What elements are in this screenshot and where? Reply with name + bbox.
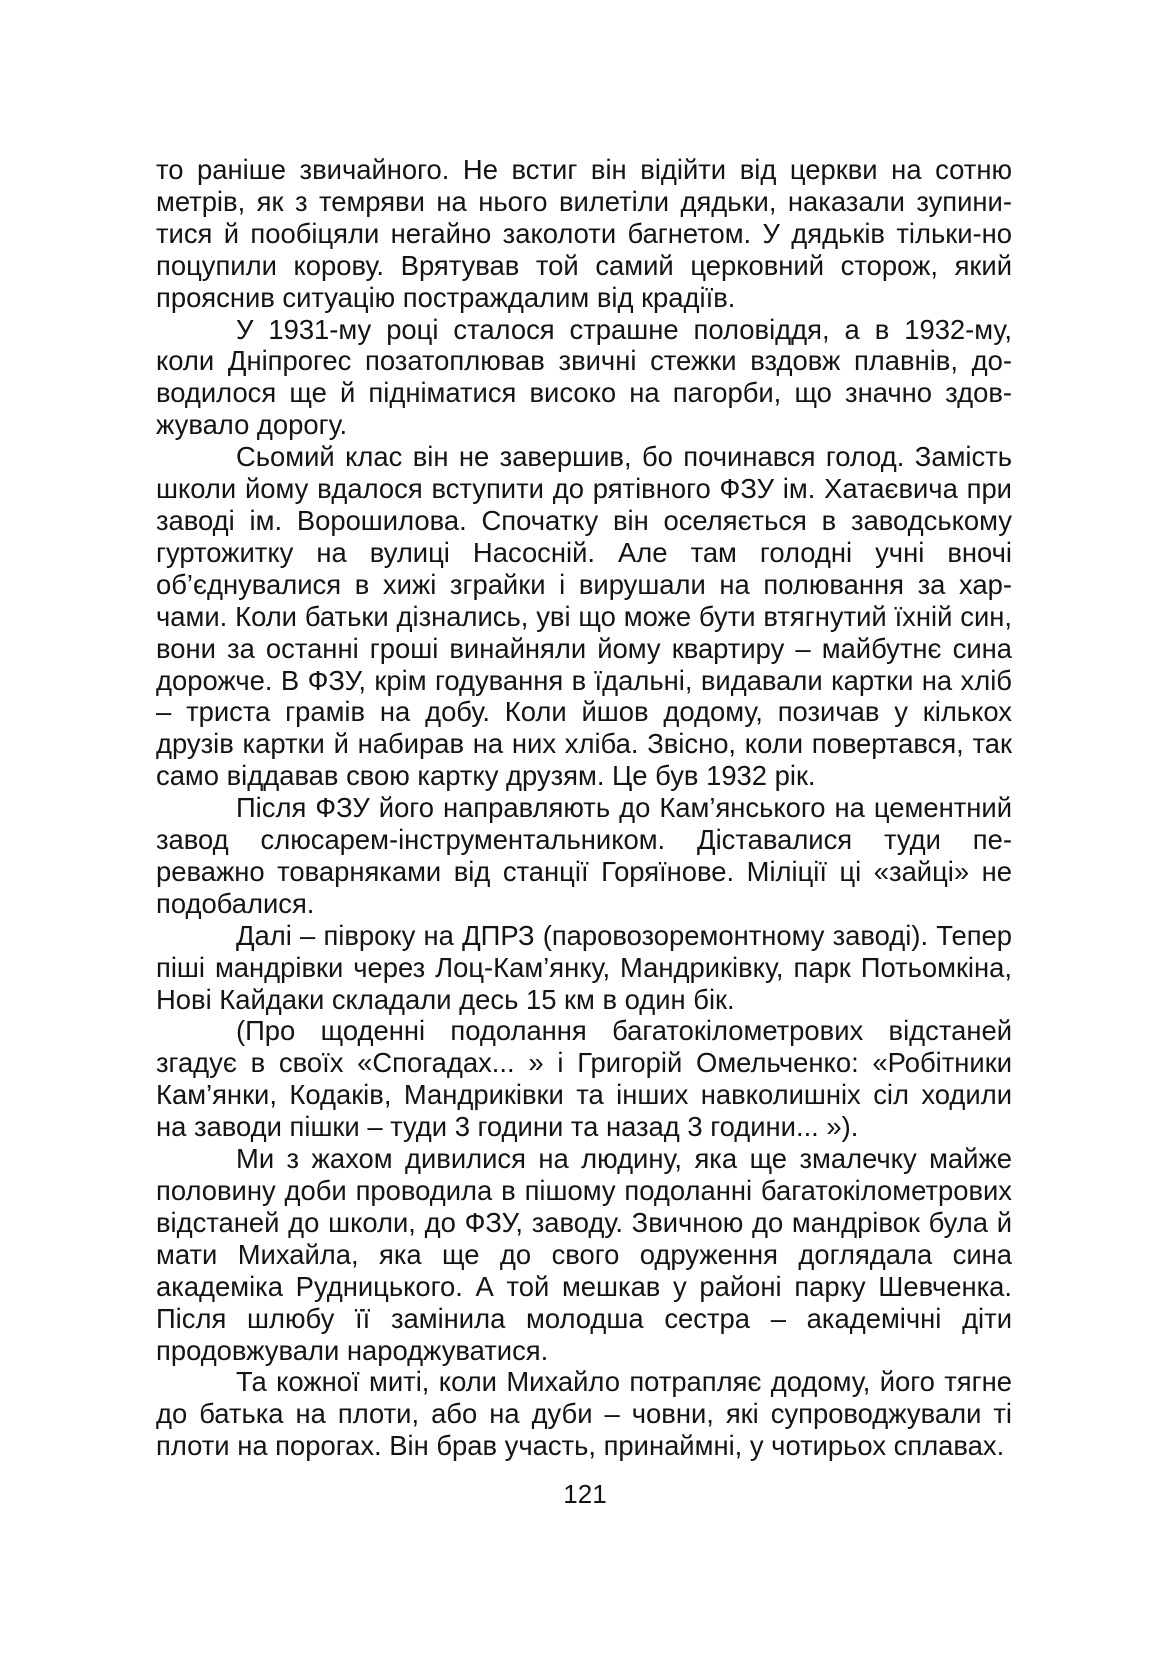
paragraph: Ми з жахом дивилися на людину, яка ще змалечку майже половину доби проводила в пішому подоланні багатокілометрових відстаней до школи, до ФЗУ, заводу. Звичною до мандрівок була й мати Михайла, яка ще до свого одруження доглядала сина академіка Рудницького. А той мешкав у районі парку Шевченка. Після шлюбу її замінила молодша сестра – академічні діти продовжували народжуватися. xyxy=(156,1143,1012,1366)
paragraph: У 1931-му році сталося страшне половіддя, а в 1932-му, коли Дніпрогес позатоплював звичні стежки вздовж плавнів, доводилося ще й підніматися високо на пагорби, що значно здовжувало дорогу. xyxy=(156,313,1012,441)
body-text xyxy=(156,154,1012,1462)
paragraph: Та кожної миті, коли Михайло потрапляє додому, його тягне до батька на плоти, або на дуби – човни, які супроводжували ті плоти на порогах. Він брав участь, принаймні, у чотирьох сплавах. xyxy=(156,1366,1012,1462)
page-number: 121 xyxy=(563,1479,607,1509)
paragraph: Після ФЗУ його направляють до Кам’янського на цементний завод слюсарем-інструментальником. Діставалися туди переважно товарняками від станції Горяїнове. Міліції ці «зайці» не подобалися. xyxy=(156,792,1012,919)
paragraph: Сьомий клас він не завершив, бо починався голод. Замість школи йому вдалося вступити до рятівного ФЗУ ім. Хатаєвича при заводі ім. Ворошилова. Спочатку він оселяється в заводському гуртожитку на вулиці Насосній. Але там голодні учні вночі об’єднувалися в хижі зграйки і вирушали на полювання за харчами. Коли батьки дізнались, уві що може бути втягнутий їхній син, вони за останні гроші винайняли йому квартиру – майбутнє сина дорожче. В ФЗУ, крім годування в їдальні, видавали картки на хліб – триста грамів на добу. Коли йшов додому, позичав у кількох друзів картки й набирав на них хліба. Звісно, коли повертався, так само віддавав свою картку друзям. Це був 1932 рік. xyxy=(156,441,1012,792)
paragraph: то раніше звичайного. Не встиг він відійти від церкви на сотню метрів, як з темряви на нього вилетіли дядьки, наказали зупинитися й пообіцяли негайно заколоти багнетом. У дядьків тільки-но поцупили корову. Врятував той самий церковний сторож, який прояснив ситуацію постраждалим від крадіїв. xyxy=(156,154,1012,313)
paragraph: (Про щоденні подолання багатокілометрових відстаней згадує в своїх «Спогадах... » і Григорій Омельченко: «Робітники Кам’янки, Кодаків, Мандриківки та інших навколишніх сіл ходили на заводи пішки – туди 3 години та назад 3 години... »). xyxy=(156,1015,1012,1143)
paragraph: Далі – півроку на ДПРЗ (паровозоремонтному заводі). Тепер піші мандрівки через Лоц-Кам’янку, Мандриківку, парк Потьомкіна, Нові Кайдаки складали десь 15 км в один бік. xyxy=(156,919,1012,1015)
